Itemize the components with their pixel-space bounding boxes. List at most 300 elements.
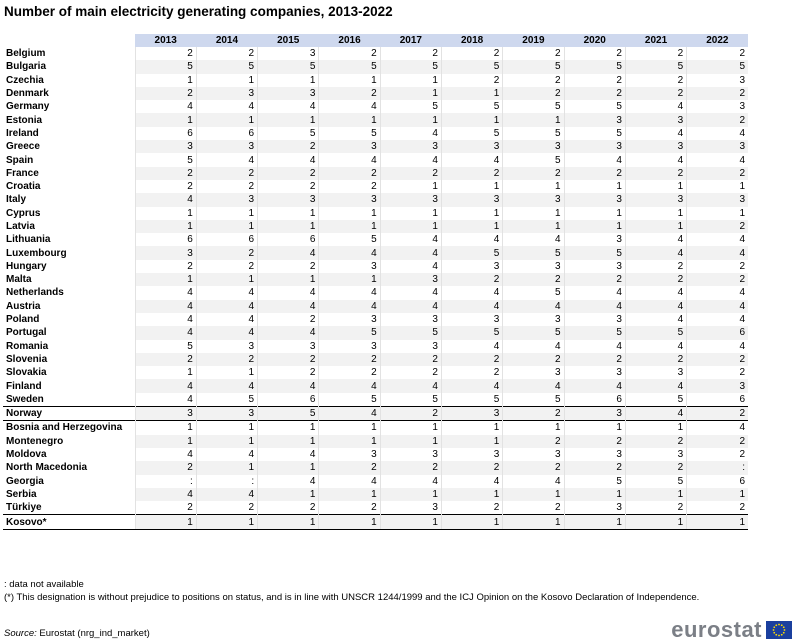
source-text: Eurostat (nrg_ind_market) — [36, 628, 150, 639]
value-cell: 2 — [441, 167, 502, 180]
value-cell: 1 — [441, 220, 502, 233]
value-cell: 1 — [258, 74, 319, 87]
value-cell: 1 — [503, 488, 564, 501]
table-row — [3, 300, 748, 313]
value-cell: 2 — [625, 461, 686, 474]
table-row — [3, 140, 748, 153]
value-cell: 3 — [380, 313, 441, 326]
value-cell: 1 — [687, 515, 748, 529]
table-row — [3, 167, 748, 180]
value-cell: 4 — [135, 326, 196, 339]
value-cell: 3 — [441, 193, 502, 206]
value-cell: 1 — [441, 488, 502, 501]
value-cell: 3 — [196, 193, 257, 206]
value-cell: 4 — [625, 300, 686, 313]
value-cell: 2 — [196, 180, 257, 193]
value-cell: 5 — [441, 127, 502, 140]
value-cell: 1 — [380, 180, 441, 193]
year-header: 2015 — [258, 34, 319, 47]
footnotes — [4, 578, 699, 604]
year-header: 2018 — [441, 34, 502, 47]
value-cell: 5 — [564, 127, 625, 140]
value-cell: 3 — [564, 366, 625, 379]
value-cell: 2 — [319, 353, 380, 366]
table-row — [3, 379, 748, 392]
value-cell: 2 — [196, 260, 257, 273]
value-cell: 3 — [441, 260, 502, 273]
table-row — [3, 393, 748, 407]
value-cell: 1 — [380, 207, 441, 220]
table-body — [3, 47, 748, 529]
value-cell: 2 — [625, 435, 686, 448]
value-cell: 5 — [319, 393, 380, 407]
country-cell: Montenegro — [6, 435, 64, 447]
value-cell: 2 — [135, 353, 196, 366]
eurostat-logo — [671, 617, 792, 643]
value-cell: 3 — [564, 448, 625, 461]
table-row — [3, 60, 748, 73]
year-header: 2016 — [319, 34, 380, 47]
value-cell: 3 — [196, 407, 257, 421]
value-cell: 1 — [135, 515, 196, 529]
value-cell: 4 — [380, 379, 441, 392]
value-cell: 3 — [503, 260, 564, 273]
table-row — [3, 435, 748, 448]
value-cell: 1 — [258, 515, 319, 529]
country-cell: Hungary — [6, 260, 47, 272]
value-cell: 2 — [258, 313, 319, 326]
value-cell: : — [196, 475, 257, 488]
country-cell: Norway — [3, 407, 135, 421]
country-cell: Kosovo* — [3, 515, 135, 529]
value-cell: 6 — [564, 393, 625, 407]
value-cell: 5 — [503, 286, 564, 299]
value-cell: 2 — [135, 167, 196, 180]
value-cell: 1 — [196, 220, 257, 233]
value-cell: 3 — [380, 273, 441, 286]
value-cell: 1 — [380, 87, 441, 100]
value-cell: 2 — [625, 167, 686, 180]
value-cell: 3 — [380, 340, 441, 353]
value-cell: 3 — [625, 366, 686, 379]
value-cell: 4 — [441, 379, 502, 392]
value-cell: 4 — [135, 488, 196, 501]
value-cell: 5 — [503, 393, 564, 407]
value-cell: 5 — [503, 127, 564, 140]
value-cell: 2 — [196, 501, 257, 515]
value-cell: 4 — [441, 300, 502, 313]
value-cell: 1 — [135, 366, 196, 379]
value-cell: 4 — [687, 127, 748, 140]
value-cell: 2 — [503, 74, 564, 87]
value-cell: 2 — [503, 353, 564, 366]
table-row — [3, 501, 748, 515]
value-cell: 4 — [503, 340, 564, 353]
value-cell: 5 — [258, 407, 319, 421]
value-cell: 2 — [135, 180, 196, 193]
value-cell: 5 — [441, 246, 502, 259]
value-cell: 4 — [258, 475, 319, 488]
value-cell: 4 — [258, 286, 319, 299]
value-cell: 3 — [441, 313, 502, 326]
value-cell: 2 — [319, 501, 380, 515]
value-cell: 2 — [625, 501, 686, 515]
table-row — [3, 273, 748, 286]
value-cell: 5 — [564, 326, 625, 339]
value-cell: 3 — [319, 448, 380, 461]
value-cell: 2 — [687, 501, 748, 515]
value-cell: 5 — [625, 475, 686, 488]
value-cell: 1 — [503, 180, 564, 193]
value-cell: 5 — [380, 326, 441, 339]
value-cell: 4 — [135, 286, 196, 299]
value-cell: 3 — [564, 407, 625, 421]
value-cell: 3 — [380, 193, 441, 206]
country-cell: Portugal — [6, 327, 47, 339]
value-cell: 1 — [687, 180, 748, 193]
value-cell: 2 — [258, 260, 319, 273]
value-cell: 2 — [135, 501, 196, 515]
country-cell: Netherlands — [6, 287, 64, 299]
value-cell: 2 — [380, 353, 441, 366]
value-cell: 3 — [687, 379, 748, 392]
value-cell: 1 — [135, 113, 196, 126]
country-cell: Luxembourg — [6, 247, 67, 259]
value-cell: 1 — [319, 435, 380, 448]
value-cell: 2 — [503, 435, 564, 448]
value-cell: 4 — [196, 300, 257, 313]
value-cell: 3 — [258, 340, 319, 353]
table-row — [3, 353, 748, 366]
value-cell: 1 — [625, 515, 686, 529]
value-cell: 3 — [503, 313, 564, 326]
header-corner — [3, 34, 135, 47]
country-cell: Estonia — [6, 114, 43, 126]
value-cell: 2 — [564, 273, 625, 286]
value-cell: 4 — [196, 100, 257, 113]
value-cell: 2 — [319, 87, 380, 100]
value-cell: 4 — [258, 379, 319, 392]
value-cell: 6 — [196, 233, 257, 246]
value-cell: 2 — [441, 461, 502, 474]
value-cell: 4 — [564, 340, 625, 353]
table-row — [3, 87, 748, 100]
value-cell: 2 — [687, 47, 748, 60]
value-cell: 2 — [319, 366, 380, 379]
country-cell: Malta — [6, 274, 32, 286]
value-cell: 4 — [564, 286, 625, 299]
country-cell: Sweden — [6, 393, 44, 405]
value-cell: 4 — [625, 100, 686, 113]
value-cell: 3 — [625, 140, 686, 153]
value-cell: 2 — [319, 461, 380, 474]
table-row — [3, 180, 748, 193]
value-cell: : — [687, 461, 748, 474]
value-cell: 1 — [441, 207, 502, 220]
country-cell: France — [6, 167, 39, 179]
value-cell: 4 — [258, 100, 319, 113]
value-cell: 1 — [503, 220, 564, 233]
value-cell: 2 — [564, 47, 625, 60]
value-cell: 5 — [503, 100, 564, 113]
value-cell: 5 — [258, 60, 319, 73]
value-cell: 2 — [503, 87, 564, 100]
value-cell: 4 — [319, 286, 380, 299]
value-cell: 2 — [258, 353, 319, 366]
value-cell: 1 — [258, 273, 319, 286]
value-cell: 2 — [196, 47, 257, 60]
value-cell: 4 — [687, 246, 748, 259]
table-row — [3, 246, 748, 259]
value-cell: 1 — [319, 515, 380, 529]
value-cell: 3 — [380, 140, 441, 153]
value-cell: 4 — [135, 379, 196, 392]
value-cell: 1 — [196, 435, 257, 448]
table-row — [3, 74, 748, 87]
value-cell: 6 — [135, 127, 196, 140]
table-row — [3, 233, 748, 246]
value-cell: 3 — [625, 113, 686, 126]
value-cell: 2 — [625, 353, 686, 366]
value-cell: 1 — [380, 515, 441, 529]
table-row — [3, 421, 748, 435]
value-cell: 4 — [441, 286, 502, 299]
value-cell: : — [135, 475, 196, 488]
value-cell: 2 — [503, 501, 564, 515]
value-cell: 3 — [135, 246, 196, 259]
value-cell: 3 — [564, 260, 625, 273]
value-cell: 6 — [258, 233, 319, 246]
year-header: 2014 — [196, 34, 257, 47]
year-header: 2017 — [380, 34, 441, 47]
value-cell: 5 — [564, 60, 625, 73]
table-row — [3, 113, 748, 126]
value-cell: 2 — [380, 167, 441, 180]
value-cell: 5 — [564, 100, 625, 113]
value-cell: 4 — [625, 379, 686, 392]
value-cell: 1 — [503, 421, 564, 435]
value-cell: 1 — [380, 74, 441, 87]
value-cell: 4 — [319, 153, 380, 166]
value-cell: 2 — [687, 407, 748, 421]
value-cell: 5 — [441, 100, 502, 113]
value-cell: 1 — [441, 87, 502, 100]
value-cell: 5 — [319, 233, 380, 246]
source-line — [4, 628, 150, 639]
table-row — [3, 407, 748, 421]
value-cell: 2 — [625, 87, 686, 100]
data-table — [3, 34, 748, 530]
value-cell: 2 — [258, 140, 319, 153]
country-cell: Czechia — [6, 74, 44, 86]
table-row — [3, 313, 748, 326]
value-cell: 2 — [564, 87, 625, 100]
country-cell: Bosnia and Herzegovina — [3, 421, 135, 435]
country-cell: Italy — [6, 194, 27, 206]
value-cell: 1 — [687, 488, 748, 501]
value-cell: 4 — [441, 153, 502, 166]
country-cell: Bulgaria — [6, 61, 47, 73]
value-cell: 5 — [319, 60, 380, 73]
value-cell: 1 — [196, 273, 257, 286]
value-cell: 2 — [687, 353, 748, 366]
value-cell: 5 — [564, 475, 625, 488]
value-cell: 1 — [258, 207, 319, 220]
value-cell: 3 — [319, 313, 380, 326]
value-cell: 3 — [319, 193, 380, 206]
value-cell: 1 — [319, 207, 380, 220]
value-cell: 1 — [258, 461, 319, 474]
value-cell: 4 — [625, 127, 686, 140]
value-cell: 4 — [380, 475, 441, 488]
value-cell: 1 — [196, 366, 257, 379]
value-cell: 4 — [319, 246, 380, 259]
value-cell: 3 — [503, 366, 564, 379]
value-cell: 1 — [625, 180, 686, 193]
value-cell: 4 — [135, 448, 196, 461]
table-row — [3, 153, 748, 166]
value-cell: 6 — [687, 393, 748, 407]
value-cell: 2 — [441, 74, 502, 87]
value-cell: 4 — [441, 475, 502, 488]
value-cell: 4 — [625, 407, 686, 421]
country-cell: Germany — [6, 101, 50, 113]
value-cell: 4 — [625, 286, 686, 299]
value-cell: 4 — [625, 246, 686, 259]
value-cell: 2 — [503, 407, 564, 421]
value-cell: 4 — [196, 313, 257, 326]
value-cell: 5 — [625, 60, 686, 73]
country-cell: Lithuania — [6, 234, 51, 246]
value-cell: 3 — [196, 340, 257, 353]
value-cell: 3 — [564, 113, 625, 126]
value-cell: 1 — [564, 515, 625, 529]
country-cell: Slovakia — [6, 367, 47, 379]
value-cell: 2 — [319, 180, 380, 193]
value-cell: 5 — [196, 60, 257, 73]
value-cell: 2 — [625, 260, 686, 273]
value-cell: 1 — [196, 113, 257, 126]
year-header: 2019 — [503, 34, 564, 47]
value-cell: 1 — [503, 207, 564, 220]
value-cell: 4 — [687, 233, 748, 246]
value-cell: 4 — [319, 379, 380, 392]
value-cell: 4 — [503, 300, 564, 313]
value-cell: 4 — [380, 260, 441, 273]
value-cell: 3 — [196, 140, 257, 153]
value-cell: 1 — [625, 421, 686, 435]
value-cell: 4 — [258, 326, 319, 339]
country-cell: North Macedonia — [6, 462, 88, 474]
country-cell: Austria — [6, 300, 41, 312]
value-cell: 3 — [687, 100, 748, 113]
value-cell: 5 — [503, 326, 564, 339]
value-cell: 1 — [135, 220, 196, 233]
value-cell: 2 — [258, 501, 319, 515]
value-cell: 4 — [196, 286, 257, 299]
value-cell: 3 — [564, 501, 625, 515]
value-cell: 2 — [196, 353, 257, 366]
year-header: 2020 — [564, 34, 625, 47]
value-cell: 2 — [319, 167, 380, 180]
footnote-kosovo: (*) This designation is without prejudice to positions on status, and is in line with UNSCR 1244/1999 and the ICJ Opinion on the Kosovo Declaration of Independence. — [4, 592, 700, 603]
value-cell: 5 — [625, 393, 686, 407]
value-cell: 4 — [135, 313, 196, 326]
value-cell: 5 — [503, 153, 564, 166]
value-cell: 1 — [319, 488, 380, 501]
year-header: 2022 — [687, 34, 748, 47]
value-cell: 1 — [196, 515, 257, 529]
value-cell: 4 — [319, 100, 380, 113]
value-cell: 5 — [319, 127, 380, 140]
value-cell: 4 — [625, 340, 686, 353]
value-cell: 4 — [564, 153, 625, 166]
table-row — [3, 286, 748, 299]
value-cell: 1 — [196, 74, 257, 87]
value-cell: 2 — [625, 74, 686, 87]
value-cell: 6 — [196, 127, 257, 140]
source-label: Source: — [4, 628, 37, 639]
value-cell: 2 — [687, 167, 748, 180]
table-row — [3, 260, 748, 273]
value-cell: 1 — [564, 207, 625, 220]
footnote-not-available: : data not available — [4, 579, 84, 590]
value-cell: 6 — [258, 393, 319, 407]
table-row — [3, 220, 748, 233]
table-row — [3, 326, 748, 339]
value-cell: 1 — [441, 113, 502, 126]
country-cell: Greece — [6, 141, 40, 153]
value-cell: 5 — [441, 60, 502, 73]
value-cell: 4 — [625, 233, 686, 246]
value-cell: 2 — [503, 47, 564, 60]
table-row — [3, 448, 748, 461]
eu-flag-icon — [766, 621, 792, 639]
value-cell: 2 — [135, 260, 196, 273]
value-cell: 1 — [319, 74, 380, 87]
value-cell: 3 — [258, 193, 319, 206]
value-cell: 1 — [441, 435, 502, 448]
value-cell: 1 — [625, 207, 686, 220]
value-cell: 2 — [503, 273, 564, 286]
value-cell: 4 — [258, 153, 319, 166]
value-cell: 1 — [564, 180, 625, 193]
value-cell: 3 — [380, 501, 441, 515]
value-cell: 4 — [380, 153, 441, 166]
value-cell: 2 — [258, 167, 319, 180]
value-cell: 5 — [380, 393, 441, 407]
value-cell: 2 — [625, 47, 686, 60]
value-cell: 4 — [687, 313, 748, 326]
value-cell: 5 — [687, 60, 748, 73]
value-cell: 2 — [687, 260, 748, 273]
value-cell: 5 — [135, 153, 196, 166]
value-cell: 1 — [503, 515, 564, 529]
value-cell: 3 — [687, 74, 748, 87]
value-cell: 4 — [135, 193, 196, 206]
value-cell: 3 — [258, 47, 319, 60]
country-cell: Finland — [6, 380, 42, 392]
value-cell: 2 — [258, 366, 319, 379]
value-cell: 2 — [380, 407, 441, 421]
country-cell: Belgium — [6, 48, 46, 60]
table-row — [3, 475, 748, 488]
value-cell: 4 — [196, 153, 257, 166]
value-cell: 4 — [135, 100, 196, 113]
value-cell: 3 — [564, 313, 625, 326]
value-cell: 3 — [625, 448, 686, 461]
value-cell: 4 — [380, 233, 441, 246]
